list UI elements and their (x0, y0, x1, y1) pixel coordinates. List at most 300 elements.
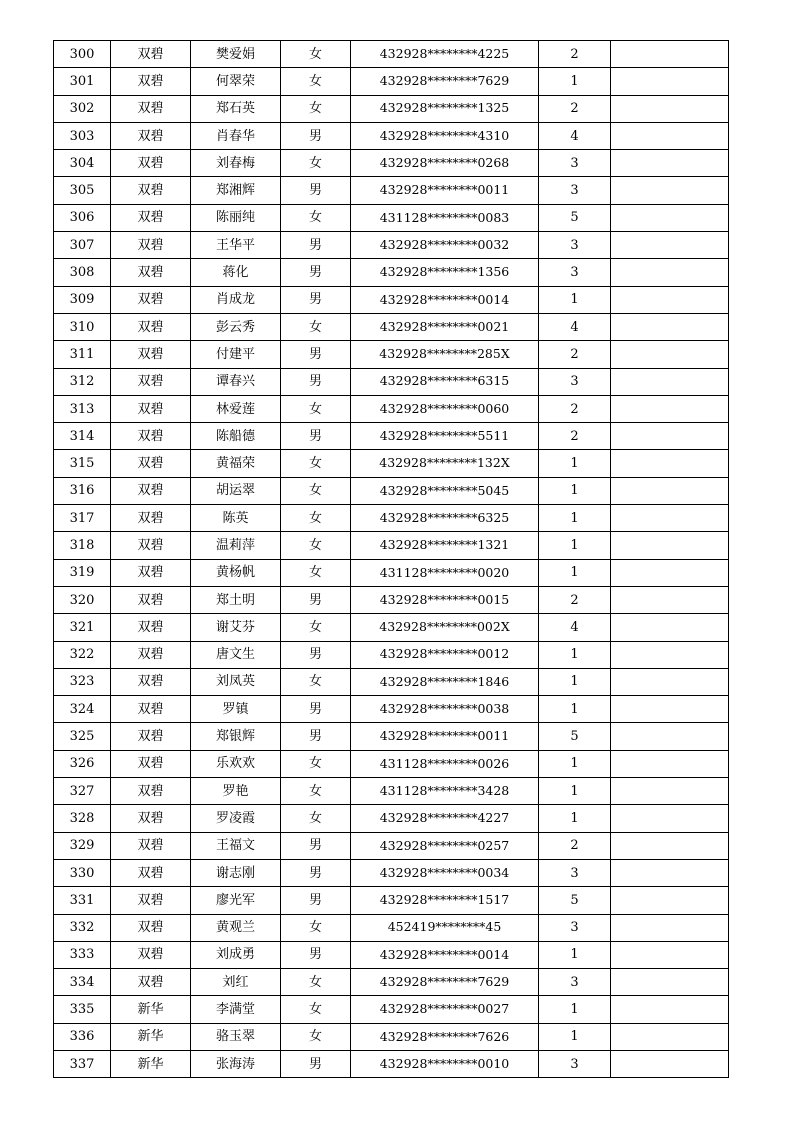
gender-cell: 男 (281, 723, 351, 750)
name-cell: 付建平 (191, 341, 281, 368)
row-number-cell: 320 (54, 586, 111, 613)
note-cell (611, 559, 729, 586)
gender-cell: 女 (281, 778, 351, 805)
row-number-cell: 307 (54, 232, 111, 259)
table-row (54, 368, 729, 395)
row-number-cell: 314 (54, 423, 111, 450)
count-cell: 1 (539, 696, 611, 723)
count-cell: 3 (539, 232, 611, 259)
count-cell: 3 (539, 368, 611, 395)
gender-cell: 女 (281, 95, 351, 122)
gender-cell: 女 (281, 68, 351, 95)
table-row (54, 41, 729, 68)
count-cell: 1 (539, 286, 611, 313)
row-number-cell: 309 (54, 286, 111, 313)
id-number-cell: 432928********5511 (351, 423, 539, 450)
village-cell: 双碧 (111, 614, 191, 641)
gender-cell: 女 (281, 505, 351, 532)
row-number-cell: 322 (54, 641, 111, 668)
name-cell: 蒋化 (191, 259, 281, 286)
id-number-cell: 432928********6315 (351, 368, 539, 395)
gender-cell: 男 (281, 423, 351, 450)
gender-cell: 女 (281, 996, 351, 1023)
row-number-cell: 301 (54, 68, 111, 95)
gender-cell: 男 (281, 122, 351, 149)
row-number-cell: 330 (54, 859, 111, 886)
name-cell: 乐欢欢 (191, 750, 281, 777)
count-cell: 5 (539, 204, 611, 231)
row-number-cell: 323 (54, 668, 111, 695)
gender-cell: 女 (281, 313, 351, 340)
gender-cell: 女 (281, 532, 351, 559)
row-number-cell: 310 (54, 313, 111, 340)
note-cell (611, 68, 729, 95)
count-cell: 4 (539, 614, 611, 641)
count-cell: 1 (539, 668, 611, 695)
village-cell: 双碧 (111, 341, 191, 368)
note-cell (611, 969, 729, 996)
village-cell: 双碧 (111, 778, 191, 805)
name-cell: 李满堂 (191, 996, 281, 1023)
id-number-cell: 452419********45 (351, 914, 539, 941)
gender-cell: 女 (281, 969, 351, 996)
count-cell: 1 (539, 477, 611, 504)
table-row (54, 122, 729, 149)
gender-cell: 男 (281, 1050, 351, 1077)
table-row (54, 668, 729, 695)
note-cell (611, 259, 729, 286)
id-number-cell: 432928********0027 (351, 996, 539, 1023)
village-cell: 双碧 (111, 177, 191, 204)
note-cell (611, 614, 729, 641)
count-cell: 3 (539, 177, 611, 204)
name-cell: 骆玉翠 (191, 1023, 281, 1050)
note-cell (611, 395, 729, 422)
row-number-cell: 335 (54, 996, 111, 1023)
village-cell: 双碧 (111, 532, 191, 559)
row-number-cell: 304 (54, 150, 111, 177)
village-cell: 双碧 (111, 941, 191, 968)
gender-cell: 男 (281, 586, 351, 613)
village-cell: 双碧 (111, 505, 191, 532)
id-number-cell: 432928********0034 (351, 859, 539, 886)
note-cell (611, 750, 729, 777)
id-number-cell: 432928********7629 (351, 68, 539, 95)
table-row (54, 150, 729, 177)
gender-cell: 女 (281, 204, 351, 231)
note-cell (611, 505, 729, 532)
name-cell: 郑石英 (191, 95, 281, 122)
table-row (54, 941, 729, 968)
table-row (54, 177, 729, 204)
village-cell: 双碧 (111, 286, 191, 313)
id-number-cell: 432928********0012 (351, 641, 539, 668)
village-cell: 双碧 (111, 586, 191, 613)
note-cell (611, 1023, 729, 1050)
village-cell: 双碧 (111, 395, 191, 422)
note-cell (611, 805, 729, 832)
row-number-cell: 300 (54, 41, 111, 68)
count-cell: 2 (539, 423, 611, 450)
row-number-cell: 324 (54, 696, 111, 723)
name-cell: 肖春华 (191, 122, 281, 149)
id-number-cell: 432928********1846 (351, 668, 539, 695)
village-cell: 双碧 (111, 723, 191, 750)
table-row (54, 313, 729, 340)
name-cell: 刘凤英 (191, 668, 281, 695)
gender-cell: 女 (281, 395, 351, 422)
name-cell: 刘红 (191, 969, 281, 996)
note-cell (611, 887, 729, 914)
village-cell: 双碧 (111, 423, 191, 450)
name-cell: 郑土明 (191, 586, 281, 613)
id-number-cell: 431128********0026 (351, 750, 539, 777)
note-cell (611, 1050, 729, 1077)
name-cell: 廖光军 (191, 887, 281, 914)
row-number-cell: 326 (54, 750, 111, 777)
table-row (54, 859, 729, 886)
village-cell: 双碧 (111, 477, 191, 504)
row-number-cell: 332 (54, 914, 111, 941)
id-number-cell: 432928********0014 (351, 941, 539, 968)
name-cell: 张海涛 (191, 1050, 281, 1077)
village-cell: 双碧 (111, 150, 191, 177)
name-cell: 罗镇 (191, 696, 281, 723)
row-number-cell: 312 (54, 368, 111, 395)
id-number-cell: 432928********002X (351, 614, 539, 641)
row-number-cell: 329 (54, 832, 111, 859)
row-number-cell: 317 (54, 505, 111, 532)
name-cell: 胡运翠 (191, 477, 281, 504)
village-cell: 双碧 (111, 969, 191, 996)
id-number-cell: 432928********285X (351, 341, 539, 368)
id-number-cell: 432928********0257 (351, 832, 539, 859)
count-cell: 2 (539, 341, 611, 368)
name-cell: 樊爱娟 (191, 41, 281, 68)
table-row (54, 914, 729, 941)
gender-cell: 女 (281, 750, 351, 777)
name-cell: 何翠荣 (191, 68, 281, 95)
name-cell: 陈英 (191, 505, 281, 532)
note-cell (611, 832, 729, 859)
count-cell: 1 (539, 778, 611, 805)
table-row (54, 586, 729, 613)
id-number-cell: 432928********1321 (351, 532, 539, 559)
row-number-cell: 311 (54, 341, 111, 368)
name-cell: 彭云秀 (191, 313, 281, 340)
gender-cell: 女 (281, 914, 351, 941)
note-cell (611, 477, 729, 504)
gender-cell: 男 (281, 286, 351, 313)
count-cell: 1 (539, 805, 611, 832)
name-cell: 林爱莲 (191, 395, 281, 422)
name-cell: 谢志刚 (191, 859, 281, 886)
gender-cell: 女 (281, 805, 351, 832)
id-number-cell: 432928********7626 (351, 1023, 539, 1050)
id-number-cell: 432928********0268 (351, 150, 539, 177)
gender-cell: 女 (281, 450, 351, 477)
name-cell: 王华平 (191, 232, 281, 259)
row-number-cell: 334 (54, 969, 111, 996)
village-cell: 双碧 (111, 450, 191, 477)
id-number-cell: 432928********0011 (351, 723, 539, 750)
name-cell: 陈丽纯 (191, 204, 281, 231)
table-row (54, 832, 729, 859)
row-number-cell: 308 (54, 259, 111, 286)
id-number-cell: 432928********6325 (351, 505, 539, 532)
name-cell: 郑银辉 (191, 723, 281, 750)
id-number-cell: 432928********4310 (351, 122, 539, 149)
name-cell: 王福文 (191, 832, 281, 859)
name-cell: 刘成勇 (191, 941, 281, 968)
name-cell: 黄观兰 (191, 914, 281, 941)
count-cell: 1 (539, 505, 611, 532)
gender-cell: 男 (281, 368, 351, 395)
gender-cell: 男 (281, 887, 351, 914)
id-number-cell: 432928********5045 (351, 477, 539, 504)
village-cell: 双碧 (111, 559, 191, 586)
note-cell (611, 423, 729, 450)
note-cell (611, 368, 729, 395)
name-cell: 罗凌霞 (191, 805, 281, 832)
note-cell (611, 532, 729, 559)
count-cell: 4 (539, 313, 611, 340)
row-number-cell: 336 (54, 1023, 111, 1050)
name-cell: 温莉萍 (191, 532, 281, 559)
id-number-cell: 432928********1325 (351, 95, 539, 122)
count-cell: 1 (539, 996, 611, 1023)
village-cell: 双碧 (111, 914, 191, 941)
id-number-cell: 432928********0010 (351, 1050, 539, 1077)
table-row (54, 532, 729, 559)
count-cell: 5 (539, 887, 611, 914)
count-cell: 1 (539, 532, 611, 559)
row-number-cell: 331 (54, 887, 111, 914)
gender-cell: 男 (281, 259, 351, 286)
row-number-cell: 319 (54, 559, 111, 586)
gender-cell: 女 (281, 150, 351, 177)
gender-cell: 男 (281, 859, 351, 886)
village-cell: 双碧 (111, 887, 191, 914)
gender-cell: 女 (281, 614, 351, 641)
note-cell (611, 341, 729, 368)
row-number-cell: 333 (54, 941, 111, 968)
row-number-cell: 313 (54, 395, 111, 422)
row-number-cell: 303 (54, 122, 111, 149)
table-row (54, 232, 729, 259)
count-cell: 3 (539, 859, 611, 886)
village-cell: 双碧 (111, 641, 191, 668)
village-cell: 双碧 (111, 696, 191, 723)
table-row (54, 204, 729, 231)
row-number-cell: 302 (54, 95, 111, 122)
id-number-cell: 432928********7629 (351, 969, 539, 996)
table-row (54, 887, 729, 914)
row-number-cell: 316 (54, 477, 111, 504)
village-cell: 新华 (111, 1050, 191, 1077)
table-row (54, 1050, 729, 1077)
count-cell: 3 (539, 914, 611, 941)
id-number-cell: 432928********1517 (351, 887, 539, 914)
gender-cell: 女 (281, 559, 351, 586)
table-row (54, 805, 729, 832)
note-cell (611, 859, 729, 886)
name-cell: 刘春梅 (191, 150, 281, 177)
gender-cell: 男 (281, 641, 351, 668)
table-row (54, 286, 729, 313)
note-cell (611, 204, 729, 231)
village-cell: 双碧 (111, 259, 191, 286)
id-number-cell: 432928********1356 (351, 259, 539, 286)
row-number-cell: 306 (54, 204, 111, 231)
row-number-cell: 327 (54, 778, 111, 805)
row-number-cell: 337 (54, 1050, 111, 1077)
table-row (54, 723, 729, 750)
gender-cell: 女 (281, 1023, 351, 1050)
row-number-cell: 328 (54, 805, 111, 832)
note-cell (611, 778, 729, 805)
table-row (54, 68, 729, 95)
gender-cell: 女 (281, 41, 351, 68)
id-number-cell: 432928********0032 (351, 232, 539, 259)
table-row (54, 505, 729, 532)
id-number-cell: 432928********0021 (351, 313, 539, 340)
name-cell: 陈船德 (191, 423, 281, 450)
table-row (54, 395, 729, 422)
id-number-cell: 432928********132X (351, 450, 539, 477)
id-number-cell: 432928********0014 (351, 286, 539, 313)
id-number-cell: 431128********0020 (351, 559, 539, 586)
id-number-cell: 431128********0083 (351, 204, 539, 231)
table-row (54, 95, 729, 122)
name-cell: 黄杨帆 (191, 559, 281, 586)
count-cell: 1 (539, 941, 611, 968)
note-cell (611, 232, 729, 259)
row-number-cell: 318 (54, 532, 111, 559)
note-cell (611, 996, 729, 1023)
count-cell: 1 (539, 641, 611, 668)
name-cell: 黄福荣 (191, 450, 281, 477)
village-cell: 双碧 (111, 313, 191, 340)
village-cell: 双碧 (111, 859, 191, 886)
note-cell (611, 450, 729, 477)
table-row (54, 969, 729, 996)
village-cell: 双碧 (111, 668, 191, 695)
table-row (54, 423, 729, 450)
count-cell: 4 (539, 122, 611, 149)
count-cell: 3 (539, 150, 611, 177)
village-cell: 双碧 (111, 122, 191, 149)
count-cell: 2 (539, 395, 611, 422)
roster-table (53, 40, 729, 1078)
note-cell (611, 41, 729, 68)
note-cell (611, 941, 729, 968)
row-number-cell: 315 (54, 450, 111, 477)
village-cell: 双碧 (111, 41, 191, 68)
count-cell: 1 (539, 750, 611, 777)
gender-cell: 男 (281, 177, 351, 204)
table-row (54, 641, 729, 668)
id-number-cell: 432928********0060 (351, 395, 539, 422)
gender-cell: 男 (281, 232, 351, 259)
table-row (54, 477, 729, 504)
count-cell: 1 (539, 68, 611, 95)
note-cell (611, 586, 729, 613)
note-cell (611, 286, 729, 313)
id-number-cell: 432928********4225 (351, 41, 539, 68)
name-cell: 谢艾芬 (191, 614, 281, 641)
table-row (54, 996, 729, 1023)
note-cell (611, 668, 729, 695)
id-number-cell: 432928********0011 (351, 177, 539, 204)
note-cell (611, 641, 729, 668)
gender-cell: 女 (281, 477, 351, 504)
row-number-cell: 305 (54, 177, 111, 204)
village-cell: 新华 (111, 996, 191, 1023)
village-cell: 双碧 (111, 232, 191, 259)
roster-body (54, 41, 729, 1078)
village-cell: 双碧 (111, 832, 191, 859)
count-cell: 2 (539, 95, 611, 122)
name-cell: 肖成龙 (191, 286, 281, 313)
gender-cell: 男 (281, 341, 351, 368)
count-cell: 5 (539, 723, 611, 750)
row-number-cell: 325 (54, 723, 111, 750)
note-cell (611, 95, 729, 122)
note-cell (611, 696, 729, 723)
village-cell: 双碧 (111, 805, 191, 832)
count-cell: 2 (539, 586, 611, 613)
note-cell (611, 313, 729, 340)
name-cell: 唐文生 (191, 641, 281, 668)
table-row (54, 559, 729, 586)
table-row (54, 778, 729, 805)
village-cell: 双碧 (111, 750, 191, 777)
gender-cell: 男 (281, 941, 351, 968)
count-cell: 1 (539, 1023, 611, 1050)
count-cell: 3 (539, 259, 611, 286)
table-row (54, 259, 729, 286)
note-cell (611, 122, 729, 149)
count-cell: 2 (539, 41, 611, 68)
table-row (54, 450, 729, 477)
note-cell (611, 177, 729, 204)
count-cell: 1 (539, 450, 611, 477)
table-row (54, 614, 729, 641)
id-number-cell: 432928********0038 (351, 696, 539, 723)
village-cell: 双碧 (111, 368, 191, 395)
name-cell: 罗艳 (191, 778, 281, 805)
gender-cell: 女 (281, 668, 351, 695)
note-cell (611, 914, 729, 941)
gender-cell: 男 (281, 832, 351, 859)
count-cell: 3 (539, 969, 611, 996)
id-number-cell: 431128********3428 (351, 778, 539, 805)
village-cell: 双碧 (111, 95, 191, 122)
count-cell: 2 (539, 832, 611, 859)
table-row (54, 750, 729, 777)
village-cell: 双碧 (111, 68, 191, 95)
id-number-cell: 432928********4227 (351, 805, 539, 832)
table-row (54, 1023, 729, 1050)
id-number-cell: 432928********0015 (351, 586, 539, 613)
note-cell (611, 150, 729, 177)
name-cell: 谭春兴 (191, 368, 281, 395)
count-cell: 1 (539, 559, 611, 586)
table-row (54, 696, 729, 723)
table-row (54, 341, 729, 368)
note-cell (611, 723, 729, 750)
